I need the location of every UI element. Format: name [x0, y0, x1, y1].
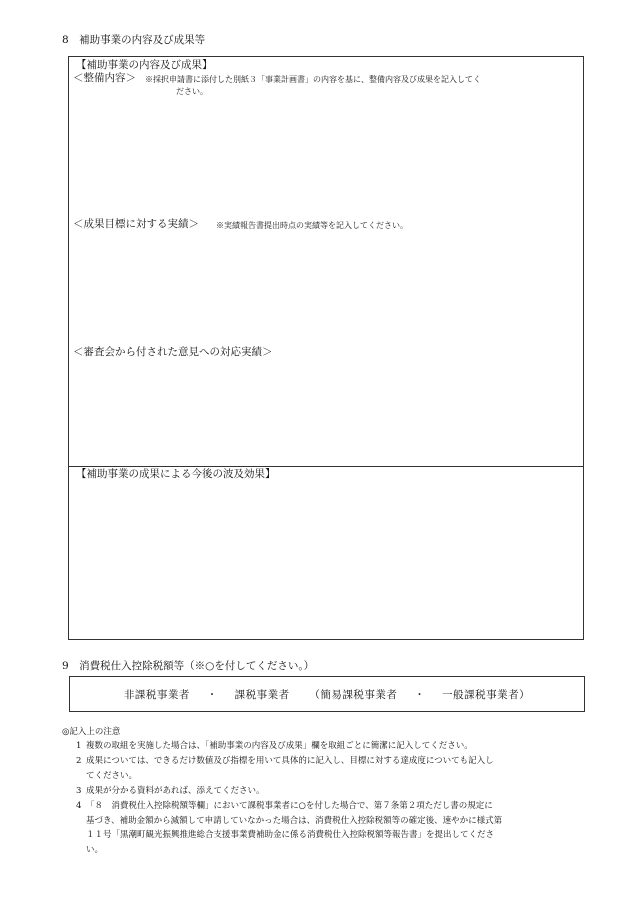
maintenance-content-note-line2: ださい。	[176, 87, 208, 96]
maintenance-content-note-line1: ※採択申請書に添付した別紙３「事業計画書」の内容を基に、整備内容及び成果を記入してく	[145, 75, 481, 84]
notes-title: ◎記入上の注意	[62, 727, 121, 737]
note-number: 1	[76, 741, 82, 751]
note-number: 4	[76, 801, 82, 811]
section-8-form-frame	[68, 56, 584, 640]
section-9-title: 9 消費税仕入控除税額等（※○を付してください。）	[62, 660, 315, 672]
tax-status-options	[124, 687, 530, 702]
note-line: 基づき、補助金額から減額して申請していなかった場合は、消費税仕入控除税額等の確定後、速やかに様式第	[86, 815, 503, 826]
review-response-heading: ＜審査会から付された意見への対応実績＞	[73, 346, 273, 358]
tax-status-box	[69, 676, 585, 712]
note-line: 成果が分かる資料があれば、添えてください。	[86, 786, 265, 796]
note-item	[76, 739, 588, 754]
note-line: １１号「黒潮町観光振興推進総合支援事業費補助金に係る消費税仕入控除税額等報告書」を提出してくださ	[86, 830, 495, 840]
option-taxable[interactable]: 課税事業者	[234, 688, 290, 701]
option-non-taxable[interactable]: 非課税事業者	[123, 688, 190, 701]
goal-results-heading: ＜成果目標に対する実績＞	[73, 218, 199, 230]
option-simplified[interactable]: （簡易課税事業者	[309, 688, 398, 701]
maintenance-content-heading: ＜整備内容＞	[73, 72, 136, 84]
note-item	[76, 799, 588, 857]
ripple-effect-heading: 【補助事業の成果による今後の波及効果】	[76, 468, 276, 480]
note-line: 「８ 消費税仕入控除税額等欄」において課税事業者に○を付した場合で、第７条第２項ただし書の規定に	[86, 801, 493, 811]
section-8-title: 8 補助事業の内容及び成果等	[62, 34, 206, 46]
note-line: い。	[86, 844, 104, 855]
note-line: 成果については、できるだけ数値及び指標を用いて具体的に記入し、目標に対する達成度についても記入し	[86, 756, 494, 766]
note-item	[76, 784, 588, 799]
note-line: 複数の取組を実施した場合は、「補助事業の内容及び成果」欄を取組ごとに簡潔に記入してください。	[86, 741, 473, 751]
option-separator-2: ・	[414, 688, 426, 701]
goal-results-note: ※実績報告書提出時点の実績等を記入してください。	[216, 221, 408, 230]
note-line: てください。	[86, 770, 138, 781]
note-number: 2	[76, 756, 82, 766]
frame-divider	[69, 466, 583, 467]
note-number: 3	[76, 786, 82, 796]
note-item	[76, 754, 588, 783]
option-general[interactable]: 一般課税事業者）	[442, 688, 531, 701]
option-separator: ・	[206, 688, 218, 701]
results-part-heading: 【補助事業の内容及び成果】	[76, 59, 213, 71]
